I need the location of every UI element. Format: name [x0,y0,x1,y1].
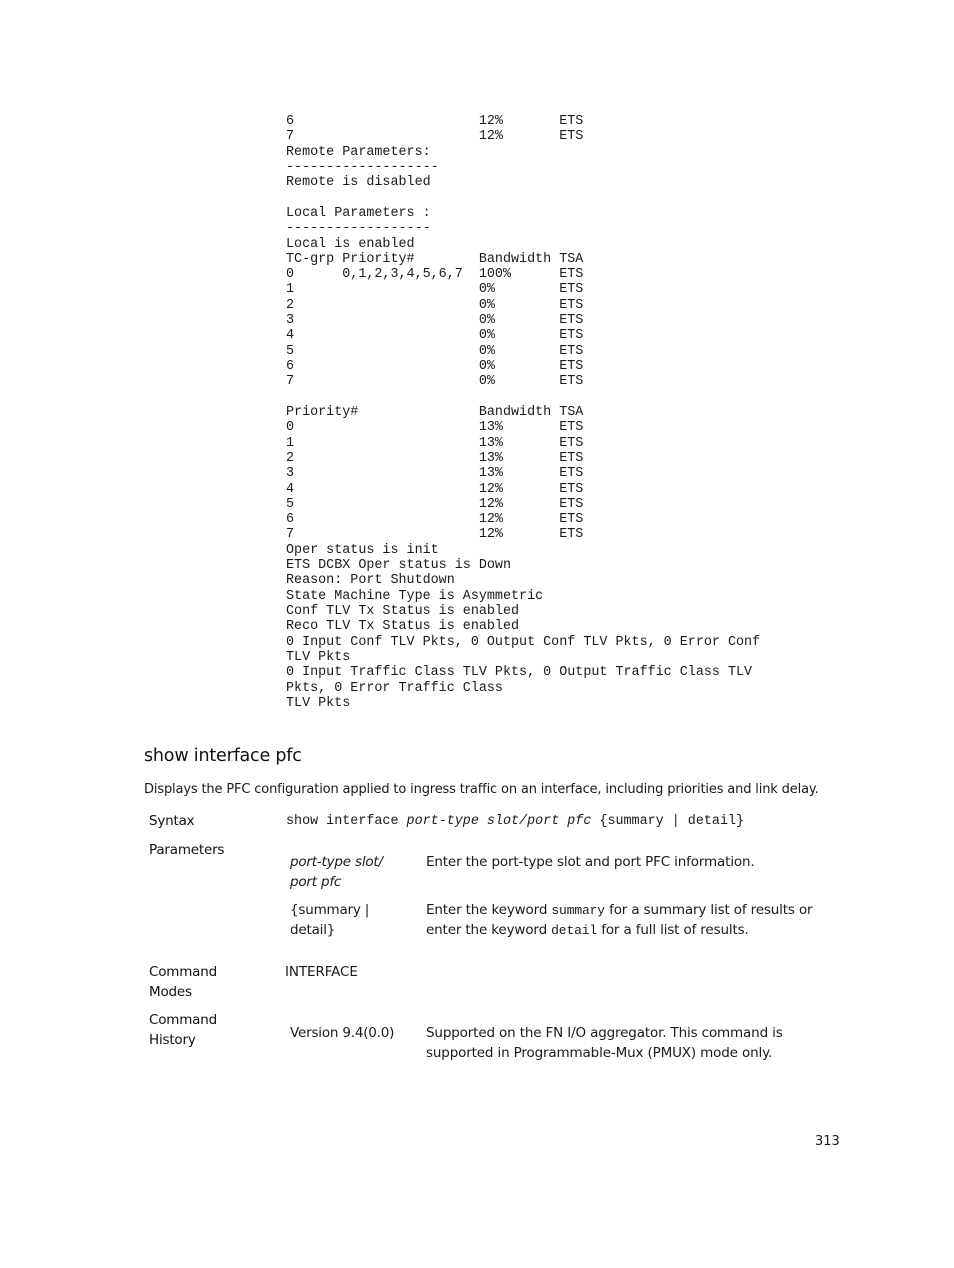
code-line: 0 13% ETS [286,420,584,436]
code-line: Priority# Bandwidth TSA [286,404,584,420]
code-line: TLV Pkts [286,649,351,665]
code-line: Reco TLV Tx Status is enabled [286,619,520,635]
code-line: 6 12% ETS [286,512,584,528]
code-line: ------------------- [286,159,439,175]
code-line: Oper status is init [286,542,439,558]
code-line: 6 12% ETS [286,114,584,129]
history-version: Version 9.4(0.0) [290,1025,395,1041]
code-line: Pkts, 0 Error Traffic Class [286,680,503,696]
code-line: Local Parameters : [286,205,431,221]
code-line: TLV Pkts [286,695,351,711]
label-line: Modes [149,983,192,1000]
syntax-command [286,813,744,830]
code-line: 5 12% ETS [286,496,584,512]
label-line: Command [149,1012,217,1028]
section-title: show interface pfc [144,746,302,766]
command-history-label [149,1011,217,1050]
history-description [426,1024,846,1063]
keyword-summary: summary [551,903,605,918]
code-line: 0 0,1,2,3,4,5,6,7 100% ETS [286,267,584,283]
description-text: for a summary list of results or [604,902,813,918]
code-line: State Machine Type is Asymmetric [286,588,544,604]
description-text: enter the keyword [426,921,552,938]
code-line: 2 0% ETS [286,297,584,313]
code-line: 6 0% ETS [286,359,584,374]
parameter-description-port-type: Enter the port-type slot and port PFC information. [426,854,755,870]
parameter-term-port-type [290,853,410,892]
code-line: TC-grp Priority# Bandwidth TSA [286,251,584,267]
parameter-description-line [426,901,846,921]
history-description-line: supported in Programmable-Mux (PMUX) mode only. [426,1044,773,1061]
code-line: 1 0% ETS [286,282,584,298]
parameter-term-line: {summary | [290,902,370,918]
code-line: 5 0% ETS [286,343,584,359]
code-line: Local is enabled [286,236,415,252]
label-line: History [149,1031,196,1048]
syntax-command-options: {summary | detail} [591,814,745,829]
page-number: 313 [815,1134,840,1149]
parameter-term-line: detail} [290,921,336,938]
code-line: 4 12% ETS [286,481,584,497]
parameter-description-line [426,921,846,941]
command-modes-value: INTERFACE [285,964,358,980]
code-line: 0 Input Conf TLV Pkts, 0 Output Conf TLV Pkts, 0 Error Conf [286,634,761,650]
section-description: Displays the PFC configuration applied to ingress traffic on an interface, including priorities and link delay. [144,782,819,797]
command-output-code-block [286,114,760,711]
syntax-label: Syntax [149,813,195,829]
syntax-command-keyword: show interface [286,814,407,829]
code-line: Remote is disabled [286,175,431,191]
command-modes-label [149,963,217,1002]
code-line: Conf TLV Tx Status is enabled [286,604,520,619]
parameter-term-line: port-type slot/ [290,854,383,870]
code-line: Reason: Port Shutdown [286,573,455,589]
parameter-description-summary-detail [426,901,846,940]
keyword-detail: detail [551,922,598,938]
code-line: 7 12% ETS [286,527,584,543]
parameters-label: Parameters [149,842,225,858]
code-line: 3 13% ETS [286,466,584,482]
description-text: for a full list of results. [597,921,749,938]
code-line: 1 13% ETS [286,435,584,451]
code-line: ------------------ [286,221,431,237]
code-line: 0 Input Traffic Class TLV Pkts, 0 Output Traffic Class TLV [286,665,753,681]
code-line: 3 0% ETS [286,313,584,329]
code-line: 7 0% ETS [286,374,584,390]
code-line: Remote Parameters: [286,144,431,160]
syntax-command-arguments: port-type slot/port pfc [406,814,592,829]
history-description-line: Supported on the FN I/O aggregator. This command is [426,1025,783,1041]
code-line: 4 0% ETS [286,328,584,344]
parameter-term-line: port pfc [290,873,342,890]
code-line: 7 12% ETS [286,129,584,145]
code-line: ETS DCBX Oper status is Down [286,558,511,574]
code-line: 2 13% ETS [286,450,584,466]
parameter-term-summary-detail [290,901,410,940]
label-line: Command [149,964,217,980]
description-text: Enter the keyword [426,902,552,918]
